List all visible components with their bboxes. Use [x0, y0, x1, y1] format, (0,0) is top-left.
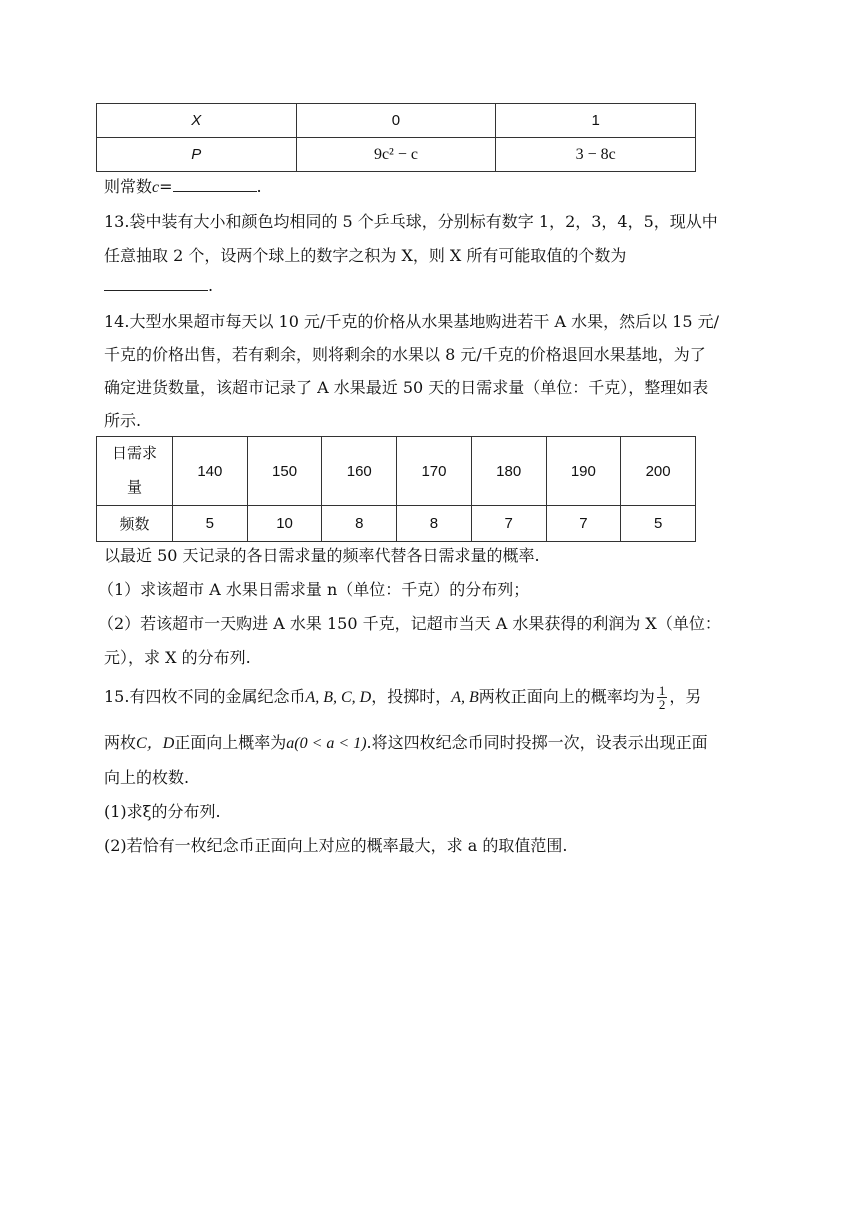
table-cell: P	[97, 138, 297, 172]
q14-part2: （2）若该超市一天购进 A 水果 150 千克，记超市当天 A 水果获得的利润为 X（单位：	[98, 614, 721, 633]
table-cell: 200	[621, 437, 696, 506]
table-header-cell: 频数	[97, 506, 173, 542]
q14-line: 以最近 50 天记录的各日需求量的频率代替各日需求量的概率.	[104, 546, 540, 565]
table-row	[97, 437, 696, 506]
q13-line: 任意抽取 2 个，设两个球上的数字之积为 X，则 X 所有可能取值的个数为	[104, 246, 627, 265]
table-cell: 170	[397, 437, 472, 506]
table-cell: 180	[471, 437, 546, 506]
answer-blank	[104, 276, 208, 291]
table-cell: 3 − 8c	[496, 138, 696, 172]
q15-part1: (1)求ξ的分布列.	[104, 802, 221, 821]
q13-line: 13.袋中装有大小和颜色均相同的 5 个乒乓球，分别标有数字 1，2，3，4，5，现从中	[104, 212, 718, 231]
table-cell: 7	[471, 506, 546, 542]
table-cell: 5	[173, 506, 248, 542]
table-cell: 8	[397, 506, 472, 542]
table-row	[97, 104, 696, 138]
table-cell: X	[97, 104, 297, 138]
q15-part2: (2)若恰有一枚纪念币正面向上对应的概率最大，求 a 的取值范围.	[104, 836, 568, 855]
table-cell: 10	[247, 506, 322, 542]
demand-frequency-table	[96, 436, 696, 542]
table-row	[97, 506, 696, 542]
q14-line: 确定进货数量，该超市记录了 A 水果最近 50 天的日需求量（单位：千克），整理如表	[104, 378, 709, 397]
table-cell: 140	[173, 437, 248, 506]
table-cell: 0	[296, 104, 496, 138]
q15-line: 向上的枚数.	[104, 768, 190, 787]
q15-line: 两枚C，D正面向上概率为a(0 < a < 1).将这四枚纪念币同时投掷一次，设表示出现正面	[104, 733, 708, 752]
q14-part2: 元），求 X 的分布列.	[104, 648, 251, 667]
table-header-cell: 日需求 量	[97, 437, 173, 506]
q13-blank-line: .	[104, 276, 213, 295]
q14-line: 14.大型水果超市每天以 10 元/千克的价格从水果基地购进若干 A 水果，然后以 15 元/	[104, 312, 720, 331]
table-cell: 190	[546, 437, 621, 506]
table-cell: 8	[322, 506, 397, 542]
q15-line: 15.有四枚不同的金属纪念币A, B, C, D，投掷时，A, B两枚正面向上的概率均为 $\frac{1}{2}$ ，另	[104, 683, 702, 712]
table-cell: 9c² − c	[296, 138, 496, 172]
answer-blank	[173, 177, 257, 192]
table-cell: 5	[621, 506, 696, 542]
table-cell: 150	[247, 437, 322, 506]
table-cell: 160	[322, 437, 397, 506]
q12-tail: 则常数c= .	[104, 177, 262, 196]
q14-part1: （1）求该超市 A 水果日需求量 n（单位：千克）的分布列；	[98, 580, 530, 599]
table-cell: 1	[496, 104, 696, 138]
table-row	[97, 138, 696, 172]
table-cell: 7	[546, 506, 621, 542]
q14-line: 千克的价格出售，若有剩余，则将剩余的水果以 8 元/千克的价格退回水果基地，为了	[104, 345, 706, 364]
fraction: $\frac{1}{2}$	[658, 683, 666, 712]
q14-line: 所示.	[104, 411, 142, 430]
distribution-table	[96, 103, 696, 172]
